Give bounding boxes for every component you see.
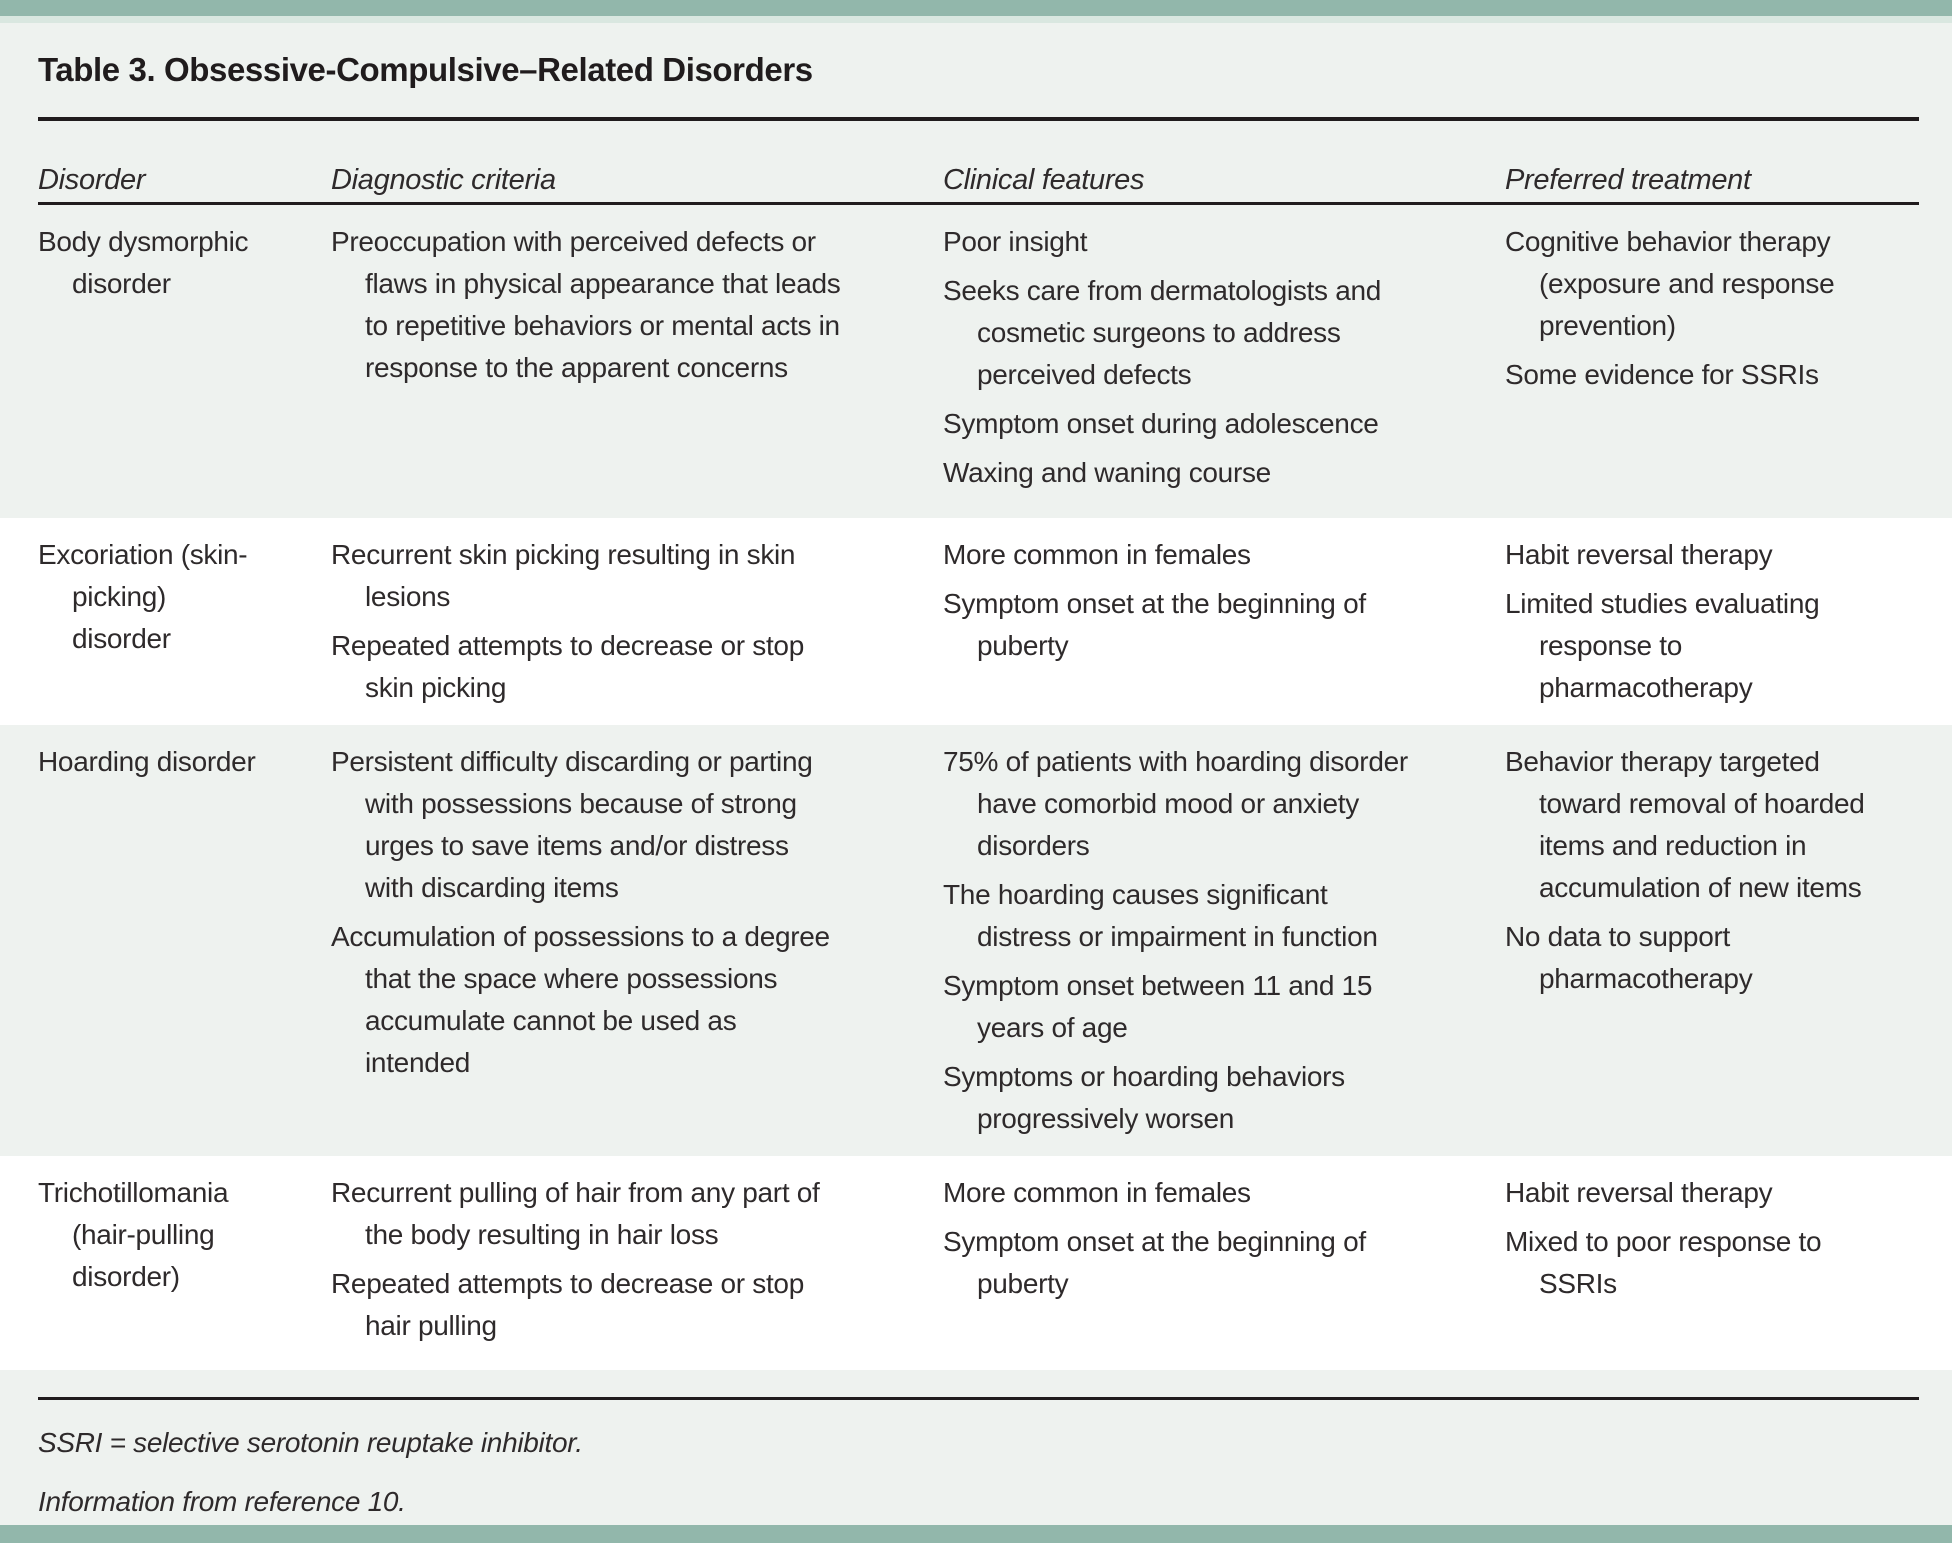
column-header-clinical-features: Clinical features: [943, 164, 1145, 196]
clinical-features-cell: [943, 741, 1505, 1140]
top-accent-strip: [0, 16, 1952, 23]
preferred-treatment-cell: [1505, 1172, 1919, 1347]
cell-paragraph: More common in females: [943, 1177, 1251, 1208]
disorder-name: Trichotillomania (hair-pulling disorder): [38, 1177, 229, 1292]
column-header-disorder: Disorder: [38, 164, 146, 196]
footer-rule: [38, 1397, 1919, 1400]
preferred-treatment-cell: [1505, 741, 1919, 1140]
column-header-diagnostic-criteria: Diagnostic criteria: [331, 164, 556, 196]
column-header-row: [38, 121, 1919, 198]
diagnostic-criteria-cell: [331, 534, 943, 709]
diagnostic-criteria-cell: [331, 221, 943, 494]
preferred-treatment-cell: [1505, 221, 1919, 494]
table-row-body-dysmorphic-disorder: [0, 205, 1952, 518]
cell-paragraph: No data to support pharmacotherapy: [1505, 921, 1753, 994]
cell-paragraph: Habit reversal therapy: [1505, 539, 1773, 570]
footnote-abbreviation: SSRI = selective serotonin reuptake inhibitor.: [38, 1427, 583, 1458]
disorder-cell: [38, 1172, 331, 1347]
cell-paragraph: Limited studies evaluating response to pharmacotherapy: [1505, 588, 1820, 703]
cell-paragraph: Symptom onset at the beginning of puberty: [943, 1226, 1366, 1299]
cell-paragraph: Habit reversal therapy: [1505, 1177, 1773, 1208]
table-row-trichotillomania: [0, 1156, 1952, 1370]
cell-paragraph: Mixed to poor response to SSRIs: [1505, 1226, 1822, 1299]
disorder-name: Body dysmorphic disorder: [38, 226, 249, 299]
cell-paragraph: Seeks care from dermatologists and cosmetic surgeons to address perceived defects: [943, 275, 1382, 390]
bottom-accent-bar: [0, 1525, 1952, 1543]
clinical-features-cell: [943, 534, 1505, 709]
cell-paragraph: Symptoms or hoarding behaviors progressively worsen: [943, 1061, 1345, 1134]
cell-paragraph: The hoarding causes significant distress or impairment in function: [943, 879, 1378, 952]
clinical-features-cell: [943, 1172, 1505, 1347]
cell-paragraph: Preoccupation with perceived defects or flaws in physical appearance that leads to repetitive behaviors or mental acts in response to the apparent concerns: [331, 226, 841, 383]
table-title: Table 3. Obsessive-Compulsive–Related Disorders: [38, 51, 813, 88]
table-row-hoarding-disorder: [0, 725, 1952, 1156]
cell-paragraph: Persistent difficulty discarding or parting with possessions because of strong urges to save items and/or distress with discarding items: [331, 746, 813, 903]
cell-paragraph: More common in females: [943, 539, 1251, 570]
cell-paragraph: Repeated attempts to decrease or stop skin picking: [331, 630, 804, 703]
cell-paragraph: Repeated attempts to decrease or stop hair pulling: [331, 1268, 804, 1341]
cell-paragraph: Waxing and waning course: [943, 457, 1271, 488]
disorder-cell: [38, 741, 331, 1140]
column-header-preferred-treatment: Preferred treatment: [1505, 164, 1751, 196]
preferred-treatment-cell: [1505, 534, 1919, 709]
cell-paragraph: Symptom onset between 11 and 15 years of age: [943, 970, 1373, 1043]
disorder-name: Hoarding disorder: [38, 746, 256, 777]
clinical-features-cell: [943, 221, 1505, 494]
table-footer: [38, 1397, 1919, 1518]
cell-paragraph: Behavior therapy targeted toward removal of hoarded items and reduction in accumulation of new items: [1505, 746, 1865, 903]
disorder-cell: [38, 534, 331, 709]
table-row-excoriation-disorder: [0, 518, 1952, 725]
diagnostic-criteria-cell: [331, 741, 943, 1140]
cell-paragraph: Some evidence for SSRIs: [1505, 359, 1819, 390]
cell-paragraph: Symptom onset during adolescence: [943, 408, 1379, 439]
diagnostic-criteria-cell: [331, 1172, 943, 1347]
footnote-source: Information from reference 10.: [38, 1486, 406, 1517]
cell-paragraph: Recurrent skin picking resulting in skin lesions: [331, 539, 796, 612]
cell-paragraph: Poor insight: [943, 226, 1088, 257]
cell-paragraph: Cognitive behavior therapy (exposure and response prevention): [1505, 226, 1835, 341]
cell-paragraph: Recurrent pulling of hair from any part of the body resulting in hair loss: [331, 1177, 820, 1250]
cell-paragraph: Symptom onset at the beginning of puberty: [943, 588, 1366, 661]
top-accent-bar: [0, 0, 1952, 16]
disorder-cell: [38, 221, 331, 494]
cell-paragraph: Accumulation of possessions to a degree that the space where possessions accumulate cannot be used as intended: [331, 921, 830, 1078]
cell-paragraph: 75% of patients with hoarding disorder have comorbid mood or anxiety disorders: [943, 746, 1408, 861]
disorder-name: Excoriation (skin-picking) disorder: [38, 539, 248, 654]
